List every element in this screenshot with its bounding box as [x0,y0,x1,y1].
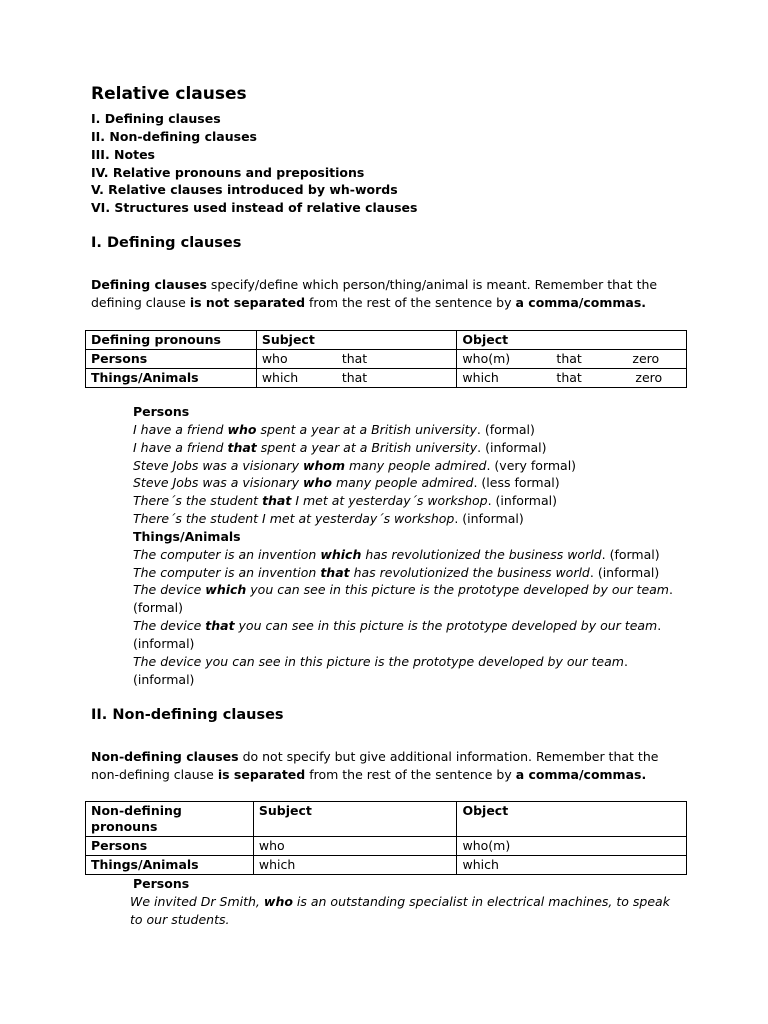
table-cell: which [457,856,687,875]
table-cell: which that [256,369,457,388]
section-intro-line: non-defining clause is separated from the rest of the sentence by a comma/commas. [91,767,647,782]
table-cell: which [253,856,457,875]
table-row-label: Persons [86,837,254,856]
table-row-label: Persons [86,350,257,369]
toc-item: IV. Relative pronouns and prepositions [91,165,365,180]
section-intro-line: defining clause is not separated from the rest of the sentence by a comma/commas. [91,295,647,310]
table-cell: who(m) [457,837,687,856]
defining-pronouns-table [85,330,687,388]
example-sentence: The computer is an invention which has revolutionized the business world. (formal) [133,547,660,562]
example-sentence: The device you can see in this picture is the prototype developed by our team. [133,654,628,669]
example-sentence: Steve Jobs was a visionary whom many people admired. (very formal) [133,458,577,473]
example-sentence: We invited Dr Smith, who is an outstanding specialist in electrical machines, to speak [130,894,670,909]
example-sentence: I have a friend that spent a year at a British university. (informal) [133,440,547,455]
page-title: Relative clauses [91,84,247,104]
table-header-row [86,802,687,837]
example-sentence: (formal) [133,600,184,615]
toc-item: III. Notes [91,147,155,162]
table-row [86,856,687,875]
section-intro-line: Defining clauses specify/define which person/thing/animal is meant. Remember that the [91,277,658,292]
example-sentence: (informal) [133,636,195,651]
toc-item: VI. Structures used instead of relative clauses [91,200,418,215]
table-cell: who(m) that zero [457,350,687,369]
section-intro-line: Non-defining clauses do not specify but give additional information. Remember that the [91,749,659,764]
example-sentence: Steve Jobs was a visionary who many people admired. (less formal) [133,475,560,490]
table-header-cell: Object [457,331,687,350]
example-sentence: (informal) [133,672,195,687]
non-defining-pronouns-table [85,801,687,875]
table-header-cell: Defining pronouns [86,331,257,350]
section-heading: II. Non-defining clauses [91,707,284,723]
section-heading: I. Defining clauses [91,235,242,251]
example-sentence: There´s the student that I met at yesterday´s workshop. (informal) [133,493,557,508]
table-header-row [86,331,687,350]
table-row-label: Things/Animals [86,856,254,875]
examples-label: Persons [133,876,190,891]
table-cell: who that [256,350,457,369]
example-sentence: The device which you can see in this picture is the prototype developed by our team. [133,582,673,597]
table-row [86,837,687,856]
example-sentence: There´s the student I met at yesterday´s workshop. (informal) [133,511,524,526]
table-cell: which that zero [457,369,687,388]
toc-item: I. Defining clauses [91,111,221,126]
table-row-label: Things/Animals [86,369,257,388]
example-sentence: to our students. [130,912,230,927]
toc-item: V. Relative clauses introduced by wh-words [91,182,398,197]
example-sentence: The computer is an invention that has revolutionized the business world. (informal) [133,565,660,580]
table-header-cell: Non-defining pronouns [86,802,254,837]
example-sentence: The device that you can see in this picture is the prototype developed by our team. [133,618,662,633]
toc-item: II. Non-defining clauses [91,129,257,144]
examples-label: Things/Animals [133,529,241,544]
example-sentence: I have a friend who spent a year at a British university. (formal) [133,422,535,437]
table-header-cell: Subject [253,802,457,837]
table-row [86,369,687,388]
table-cell: who [253,837,457,856]
table-header-cell: Object [457,802,687,837]
examples-label: Persons [133,404,190,419]
table-row [86,350,687,369]
table-header-cell: Subject [256,331,457,350]
